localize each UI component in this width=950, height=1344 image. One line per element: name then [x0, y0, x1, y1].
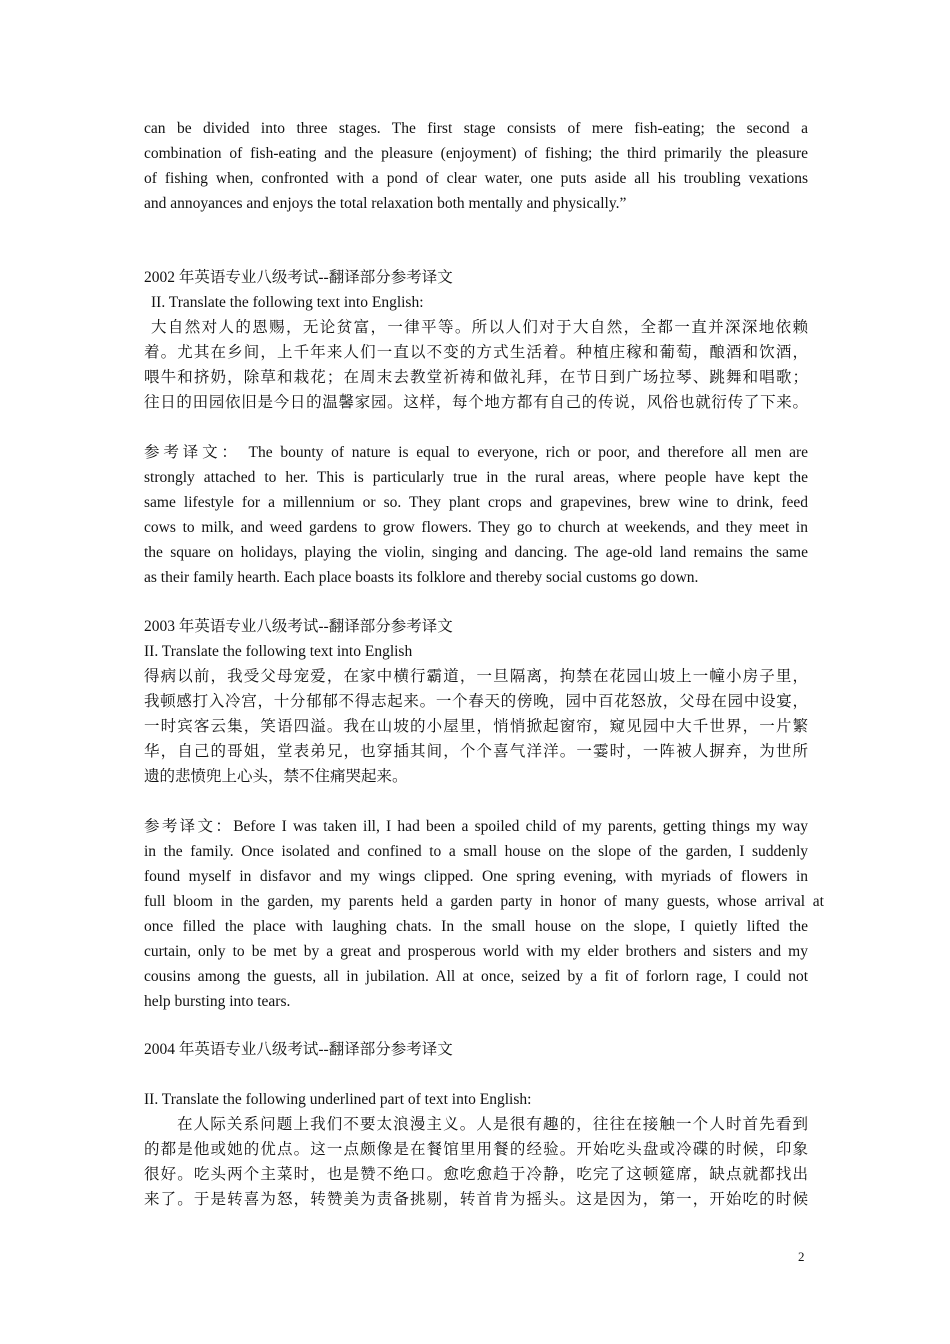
text-line: found myself in disfavor and my wings clipped. One spring evening, with myriads of flowers in [144, 868, 808, 885]
text-line: help bursting into tears. [144, 993, 291, 1010]
source-text-2002 [144, 315, 808, 415]
text-line: cousins among the guests, all in jubilation. All at once, seized by a fit of forlorn rage, I could not [144, 968, 808, 985]
text-line: full bloom in the garden, my parents held a garden party in honor of many guests, whose arrival at [144, 893, 824, 910]
text-line: 参考译文： The bounty of nature is equal to everyone, rich or poor, and therefore all men are [144, 444, 808, 461]
text-line: 很好。吃头两个主菜时，也是赞不绝口。愈吃愈趋于冷静，吃完了这顿筵席，缺点就都找出 [144, 1166, 808, 1183]
section-heading-2002: 2002 年英语专业八级考试--翻译部分参考译文 [144, 269, 453, 286]
text-line: 往日的田园依旧是今日的温馨家园。这样，每个地方都有自己的传说，风俗也就衍传了下来。 [144, 394, 808, 411]
text-line: 的都是他或她的优点。这一点颇像是在餐馆里用餐的经验。开始吃头盘或冷碟的时候，印象 [144, 1141, 808, 1158]
text-line: once filled the place with laughing chats. In the small house on the slope, I quietly lifted the [144, 918, 808, 935]
text-line: 着。尤其在乡间，上千年来人们一直以不变的方式生活着。种植庄稼和葡萄，酿酒和饮酒， [144, 344, 808, 361]
translation-2003 [144, 814, 824, 1014]
text-line: combination of fish-eating and the pleasure (enjoyment) of fishing; the third primarily the pleasure [144, 145, 808, 162]
text-line: same lifestyle for a millennium or so. They plant crops and grapevines, brew wine to drink, feed [144, 494, 808, 511]
text-line: the square on holidays, playing the violin, singing and dancing. The age-old land remains the same [144, 544, 808, 561]
instruction-2003: II. Translate the following text into English [144, 643, 413, 660]
text-line: 来了。于是转喜为怒，转赞美为责备挑剔，转首肯为摇头。这是因为，第一，开始吃的时候 [144, 1191, 808, 1208]
text-line: cows to milk, and weed gardens to grow flowers. They go to church at weekends, and they meet in [144, 519, 808, 536]
intro-paragraph [144, 116, 808, 216]
text-line: 我顿感打入冷宫，十分郁郁不得志起来。一个春天的傍晚，园中百花怒放，父母在园中设宴， [144, 693, 808, 710]
text-line: and annoyances and enjoys the total relaxation both mentally and physically.” [144, 195, 627, 212]
text-line: curtain, only to be met by a great and prosperous world with my elder brothers and sisters and my [144, 943, 808, 960]
section-heading-2003: 2003 年英语专业八级考试--翻译部分参考译文 [144, 618, 453, 635]
text-line: 华，自己的哥姐，堂表弟兄，也穿插其间，个个喜气洋洋。一霎时，一阵被人摒弃，为世所 [144, 743, 808, 760]
text-line: can be divided into three stages. The first stage consists of mere fish-eating; the second a [144, 120, 808, 137]
text-line: 参考译文：Before I was taken ill, I had been a spoiled child of my parents, getting things my way [144, 818, 808, 835]
translation-2002 [144, 440, 808, 590]
text-line: 一时宾客云集，笑语四溢。我在山坡的小屋里，悄悄掀起窗帘，窥见园中大千世界，一片繁 [144, 718, 808, 735]
text-line: 得病以前，我受父母宠爱，在家中横行霸道，一旦隔离，拘禁在花园山坡上一幢小房子里， [144, 668, 808, 685]
text-line: of fishing when, confronted with a pond of clear water, one puts aside all his troubling vexations [144, 170, 808, 187]
source-text-2004 [144, 1112, 808, 1212]
page-number: 2 [798, 1249, 805, 1264]
text-line: 大自然对人的恩赐，无论贫富，一律平等。所以人们对于大自然，全都一直并深深地依赖 [151, 319, 808, 336]
text-line: 在人际关系问题上我们不要太浪漫主义。人是很有趣的，往往在接触一个人时首先看到 [177, 1116, 808, 1133]
text-line: strongly attached to her. This is particularly true in the rural areas, where people have kept the [144, 469, 808, 486]
instruction-2004: II. Translate the following underlined part of text into English: [144, 1091, 532, 1108]
section-heading-2004: 2004 年英语专业八级考试--翻译部分参考译文 [144, 1041, 453, 1058]
text-line: 喂牛和挤奶，除草和栽花；在周末去教堂祈祷和做礼拜，在节日到广场拉琴、跳舞和唱歌； [144, 369, 808, 386]
source-text-2003 [144, 664, 808, 789]
instruction-2002: II. Translate the following text into English: [151, 294, 424, 311]
text-line: in the family. Once isolated and confined to a small house on the slope of the garden, I suddenly [144, 843, 808, 860]
text-line: 遗的悲愤兜上心头，禁不住痛哭起来。 [144, 768, 408, 785]
text-line: as their family hearth. Each place boasts its folklore and thereby social customs go down. [144, 569, 699, 586]
